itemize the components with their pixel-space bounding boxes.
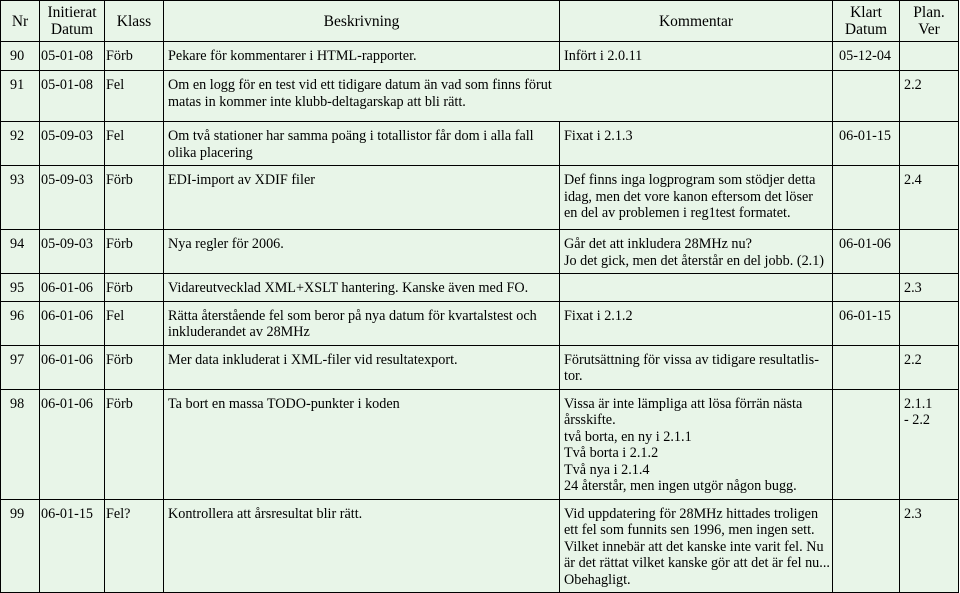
cell-nr — [1, 345, 40, 389]
cell-klart-datum — [833, 166, 900, 230]
table-row — [1, 301, 959, 345]
cell-kommentar-line: idag, men det vore kanon eftersom det löser — [564, 188, 813, 205]
cell-klart-datum-text: 06-01-15 — [839, 128, 892, 144]
header-beskrivning: Beskrivning — [164, 1, 560, 42]
cell-beskrivning-line: Ta bort en massa TODO-punkter i koden — [168, 395, 400, 412]
cell-kommentar-line: ett fel som funnits sen 1996, men ingen sett. — [564, 522, 815, 538]
cell-beskrivning — [164, 166, 560, 230]
cell-plan-ver — [900, 499, 959, 593]
cell-kommentar — [560, 274, 833, 302]
cell-initierat-datum-text: 05-09-03 — [41, 172, 94, 188]
cell-klass — [105, 122, 164, 166]
cell-klass-text: Förb — [106, 172, 133, 188]
cell-kommentar-line: Fixat i 2.1.3 — [564, 128, 633, 144]
cell-kommentar-line: Två nya i 2.1.4 — [564, 461, 650, 478]
cell-beskrivning-line: EDI-import av XDIF filer — [168, 172, 315, 188]
cell-initierat-datum — [40, 122, 105, 166]
cell-kommentar-line: tor. — [564, 368, 583, 384]
cell-klass-text: Förb — [106, 48, 133, 64]
cell-nr — [1, 499, 40, 593]
cell-plan-ver — [900, 301, 959, 345]
cell-plan-ver — [900, 71, 959, 122]
table-row — [1, 42, 959, 71]
cell-klass-text: Förb — [106, 280, 133, 296]
cell-kommentar-line: årsskifte. — [564, 412, 616, 428]
cell-klass — [105, 230, 164, 274]
table-row — [1, 389, 959, 499]
cell-beskrivning-line: Om en logg för en test vid ett tidigare datum än vad som finns förut — [168, 77, 552, 93]
cell-plan-ver — [900, 122, 959, 166]
table-row — [1, 499, 959, 593]
cell-plan-ver-line: 2.2 — [904, 77, 922, 93]
cell-beskrivning-line: Om två stationer har samma poäng i totallistor får dom i alla fall — [168, 128, 534, 144]
table-row — [1, 230, 959, 274]
cell-klass-text: Fel — [106, 77, 125, 93]
cell-nr — [1, 230, 40, 274]
cell-kommentar-line: är det rättat vilket kanske gör att det är fel nu... — [564, 555, 830, 571]
cell-kommentar-line: två borta, en ny i 2.1.1 — [564, 428, 692, 445]
cell-beskrivning-line: matas in kommer inte klubb-deltagarskap att bli rätt. — [168, 93, 466, 110]
cell-klass — [105, 166, 164, 230]
cell-kommentar — [560, 42, 833, 71]
cell-kommentar-line: Jo det gick, men det återstår en del jobb. (2.1) — [564, 252, 825, 269]
cell-initierat-datum — [40, 301, 105, 345]
cell-beskrivning — [164, 389, 560, 499]
cell-klart-datum — [833, 230, 900, 274]
cell-klass — [105, 42, 164, 71]
cell-klass-text: Förb — [106, 236, 133, 252]
cell-plan-ver — [900, 345, 959, 389]
table-row — [1, 71, 959, 122]
cell-beskrivning — [164, 230, 560, 274]
cell-kommentar — [560, 301, 833, 345]
cell-kommentar-line: Def finns inga logprogram som stödjer detta — [564, 172, 816, 188]
cell-beskrivning-line: inkluderandet av 28MHz — [168, 324, 310, 340]
cell-initierat-datum-text: 05-01-08 — [41, 48, 94, 64]
cell-nr-text: 95 — [10, 280, 25, 296]
cell-nr — [1, 389, 40, 499]
cell-initierat-datum-text: 06-01-15 — [41, 505, 94, 522]
cell-nr-text: 96 — [10, 307, 25, 324]
cell-klass-text: Fel? — [106, 505, 131, 522]
cell-klass — [105, 274, 164, 302]
header-plan-ver: Plan. Ver — [900, 1, 959, 42]
header-row — [1, 1, 959, 42]
cell-nr-text: 97 — [10, 351, 25, 368]
cell-klart-datum — [833, 122, 900, 166]
cell-beskrivning — [164, 71, 833, 122]
cell-klart-datum-text: 05-12-04 — [839, 48, 892, 64]
cell-klart-datum — [833, 301, 900, 345]
cell-plan-ver — [900, 274, 959, 302]
cell-nr-text: 91 — [10, 77, 25, 93]
cell-nr — [1, 274, 40, 302]
cell-nr-text: 98 — [10, 395, 25, 412]
header-initierat-datum: Initierat Datum — [40, 1, 105, 42]
cell-klass — [105, 389, 164, 499]
header-kommentar: Kommentar — [560, 1, 833, 42]
cell-beskrivning — [164, 499, 560, 593]
cell-kommentar — [560, 499, 833, 593]
cell-kommentar-line: Går det att inkludera 28MHz nu? — [564, 236, 752, 252]
cell-kommentar-line: Vid uppdatering för 28MHz hittades troligen — [564, 505, 819, 522]
cell-klass — [105, 499, 164, 593]
table-row — [1, 274, 959, 302]
cell-initierat-datum-text: 05-09-03 — [41, 236, 94, 252]
cell-plan-ver-line: 2.2 — [904, 351, 922, 368]
cell-kommentar-line: Två borta i 2.1.2 — [564, 445, 659, 461]
cell-initierat-datum — [40, 389, 105, 499]
cell-plan-ver — [900, 389, 959, 499]
cell-initierat-datum — [40, 274, 105, 302]
cell-beskrivning — [164, 345, 560, 389]
cell-beskrivning — [164, 274, 560, 302]
cell-klass — [105, 301, 164, 345]
cell-kommentar — [560, 345, 833, 389]
cell-initierat-datum-text: 05-01-08 — [41, 77, 94, 93]
cell-klass-text: Fel — [106, 307, 125, 324]
header-klart-datum: Klart Datum — [833, 1, 900, 42]
table-row — [1, 345, 959, 389]
cell-kommentar-line: 24 återstår, men ingen utgör någon bugg. — [564, 478, 797, 494]
cell-initierat-datum — [40, 42, 105, 71]
cell-kommentar — [560, 122, 833, 166]
cell-nr — [1, 166, 40, 230]
cell-kommentar — [560, 166, 833, 230]
cell-initierat-datum — [40, 230, 105, 274]
cell-initierat-datum-text: 05-09-03 — [41, 128, 94, 144]
cell-plan-ver-line: 2.4 — [904, 172, 922, 188]
cell-plan-ver — [900, 166, 959, 230]
cell-initierat-datum-text: 06-01-06 — [41, 395, 94, 412]
cell-kommentar-line: Vissa är inte lämpliga att lösa förrän nästa — [564, 395, 803, 412]
cell-beskrivning-line: Vidareutvecklad XML+XSLT hantering. Kanske även med FO. — [168, 280, 529, 296]
cell-klart-datum — [833, 274, 900, 302]
cell-klart-datum — [833, 71, 900, 122]
cell-kommentar-line: Fixat i 2.1.2 — [564, 307, 633, 324]
cell-klart-datum — [833, 389, 900, 499]
cell-klass-text: Förb — [106, 395, 133, 412]
cell-plan-ver-line: 2.1.1 — [904, 395, 933, 412]
cell-beskrivning-line: Mer data inkluderat i XML-filer vid resultatexport. — [168, 351, 458, 368]
cell-plan-ver — [900, 42, 959, 71]
cell-nr — [1, 42, 40, 71]
cell-nr — [1, 122, 40, 166]
cell-plan-ver — [900, 230, 959, 274]
cell-kommentar — [560, 230, 833, 274]
cell-initierat-datum — [40, 71, 105, 122]
cell-beskrivning-line: Nya regler för 2006. — [168, 236, 284, 252]
header-klass: Klass — [105, 1, 164, 42]
cell-initierat-datum-text: 06-01-06 — [41, 307, 94, 324]
cell-beskrivning-line: Rätta återstående fel som beror på nya datum för kvartalstest och — [168, 307, 537, 324]
cell-klart-datum — [833, 42, 900, 71]
cell-nr-text: 99 — [10, 505, 25, 522]
cell-klass — [105, 71, 164, 122]
cell-klart-datum — [833, 345, 900, 389]
cell-beskrivning-line: olika placering — [168, 144, 253, 161]
cell-plan-ver-line: 2.3 — [904, 505, 922, 522]
cell-nr-text: 94 — [10, 236, 25, 252]
cell-kommentar-line: Vilket innebär att det kanske inte varit fel. Nu — [564, 538, 824, 555]
table-row — [1, 122, 959, 166]
cell-plan-ver-line: 2.3 — [904, 280, 922, 296]
cell-initierat-datum-text: 06-01-06 — [41, 351, 94, 368]
cell-initierat-datum — [40, 166, 105, 230]
cell-klass-text: Fel — [106, 128, 125, 144]
table-row — [1, 166, 959, 230]
cell-kommentar-line: Infört i 2.0.11 — [564, 48, 643, 64]
cell-beskrivning — [164, 42, 560, 71]
cell-klass-text: Förb — [106, 351, 133, 368]
cell-beskrivning-line: Kontrollera att årsresultat blir rätt. — [168, 505, 363, 522]
cell-kommentar-line: Obehagligt. — [564, 571, 631, 588]
cell-nr — [1, 301, 40, 345]
cell-plan-ver-line: - 2.2 — [904, 412, 931, 428]
cell-klart-datum-text: 06-01-15 — [839, 307, 892, 324]
cell-beskrivning — [164, 122, 560, 166]
cell-kommentar-line: Förutsättning för vissa av tidigare resultatlis- — [564, 351, 819, 368]
cell-klart-datum-text: 06-01-06 — [839, 236, 892, 252]
header-nr: Nr — [1, 1, 40, 42]
cell-beskrivning — [164, 301, 560, 345]
cell-nr — [1, 71, 40, 122]
cell-kommentar-line: en del av problemen i reg1test formatet. — [564, 205, 791, 221]
cell-klass — [105, 345, 164, 389]
cell-nr-text: 90 — [10, 48, 25, 64]
cell-kommentar — [560, 389, 833, 499]
cell-beskrivning-line: Pekare för kommentarer i HTML-rapporter. — [168, 48, 417, 64]
cell-initierat-datum — [40, 499, 105, 593]
cell-klart-datum — [833, 499, 900, 593]
cell-initierat-datum — [40, 345, 105, 389]
cell-nr-text: 93 — [10, 172, 25, 188]
cell-nr-text: 92 — [10, 128, 25, 144]
cell-initierat-datum-text: 06-01-06 — [41, 280, 94, 296]
